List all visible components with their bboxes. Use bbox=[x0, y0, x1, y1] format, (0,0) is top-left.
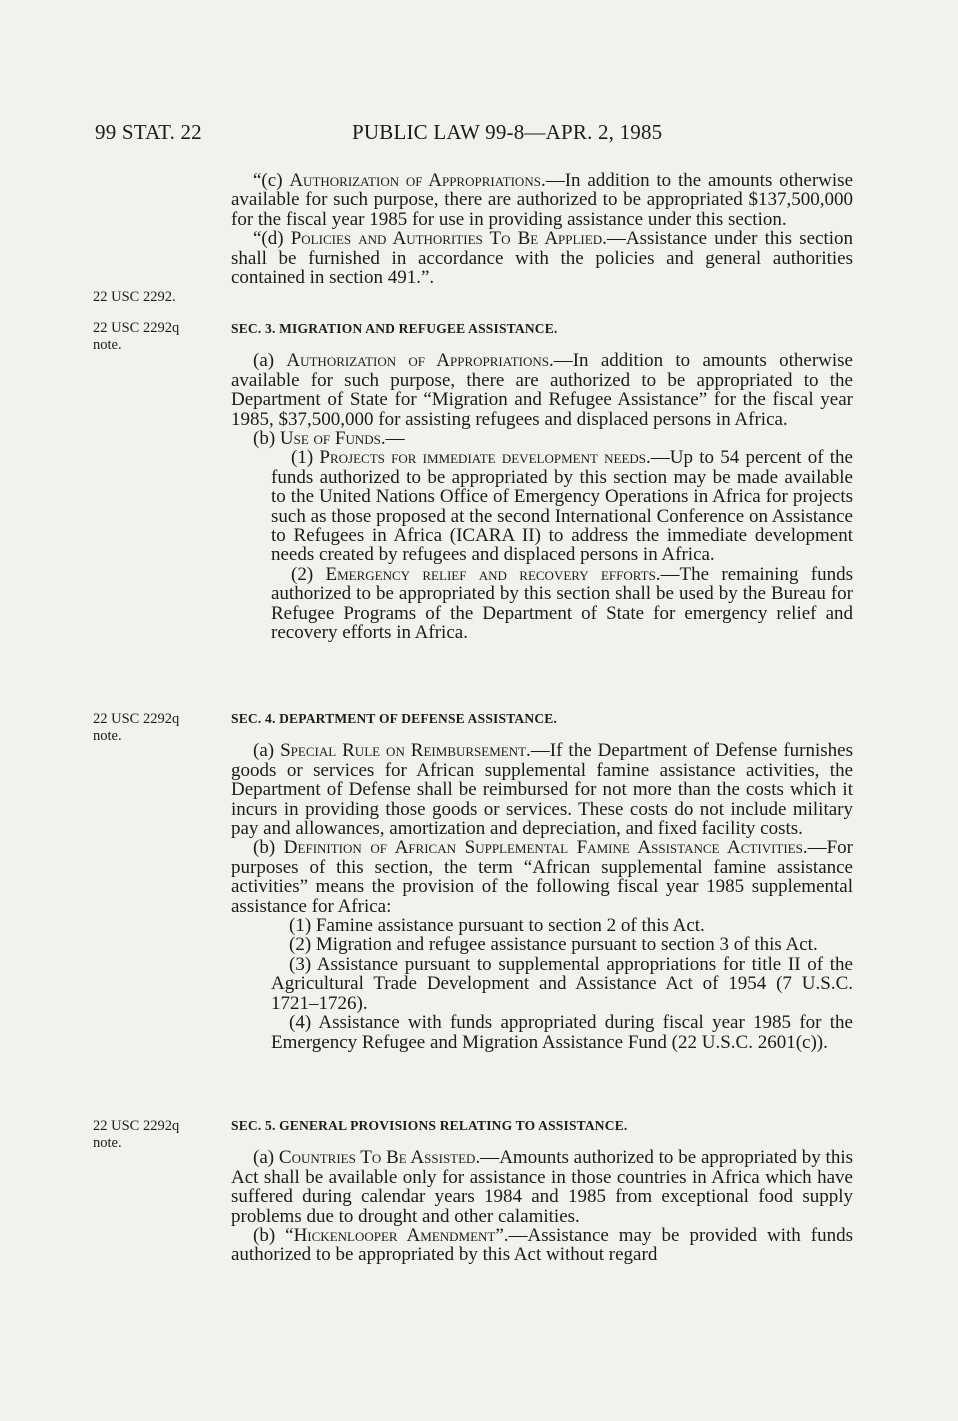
sec3-block bbox=[231, 319, 853, 643]
margin-note-label: note. bbox=[93, 1135, 122, 1151]
margin-note-label: note. bbox=[93, 337, 122, 353]
margin-note-usc: 22 USC 2292q bbox=[93, 1118, 180, 1134]
sec2-d-heading: Policies and Authorities To Be Applied. bbox=[290, 228, 607, 250]
sec4-paragraph-a: (a) Special Rule on Reimbursement.—If the Department of Defense furnishes goods or services for African supplemental famine assistance activities, the Department of Defense shall be reimbursed for not more than the costs which it incurs in providing those goods or services. These costs do not include military pay and allowances, amortization and depreciation, and fixed facility costs. bbox=[231, 740, 853, 840]
sec4-list-item: (3) Assistance pursuant to supplemental appropriations for title II of the Agricultural Trade Development and Assistance Act of 1954 (7 U.S.C. 1721–1726). bbox=[271, 953, 853, 1014]
sec3-paragraph-b2: (2) Emergency relief and recovery efforts.—The remaining funds authorized to be appropriated by this section shall be used by the Bureau for Refugee Programs of the Department of State for emergency relief and recovery efforts in Africa. bbox=[271, 563, 854, 644]
sec2-block bbox=[231, 171, 853, 287]
margin-note-3 bbox=[93, 711, 223, 745]
margin-note-usc: 22 USC 2292q bbox=[93, 320, 180, 336]
sec3-paragraph-b1: (1) Projects for immediate development needs.—Up to 54 percent of the funds authorized to be appropriated by this section may be made available to the United Nations Office of Emergency Operations in Africa for projects such as those proposed at the second International Conference on Assistance to Refugees in Africa (ICARA II) to address the immediate development needs created by refugees and displaced persons in Africa. bbox=[271, 447, 853, 566]
sec4-list-item: (4) Assistance with funds appropriated during fiscal year 1985 for the Emergency Refugee and Migration Assistance Fund (22 U.S.C. 2601(c)). bbox=[271, 1012, 853, 1053]
sec5-paragraph-b: (b) “Hickenlooper Amendment”.—Assistance may be provided with funds authorized to be appropriated by this Act without regard bbox=[231, 1225, 853, 1266]
sec4-heading: SEC. 4. DEPARTMENT OF DEFENSE ASSISTANCE. bbox=[231, 711, 558, 726]
sec5-block bbox=[231, 1116, 853, 1265]
sec3-paragraph-b: (b) Use of Funds.— bbox=[253, 428, 405, 450]
sec5-paragraph-a: (a) Countries To Be Assisted.—Amounts authorized to be appropriated by this Act shall be available only for assistance in those countries in Africa which have suffered during calendar years 1984 and 1985 from exceptional food supply problems due to drought and other calamities. bbox=[231, 1147, 853, 1227]
margin-note-2 bbox=[93, 320, 223, 354]
sec2-paragraph-d: “(d) Policies and Authorities To Be Applied.—Assistance under this section shall be furnished in accordance with the policies and general authorities contained in section 491.”. bbox=[231, 228, 854, 289]
margin-note-label: note. bbox=[93, 728, 122, 744]
page-reference: 99 STAT. 22 bbox=[95, 120, 202, 144]
margin-note-usc: 22 USC 2292. bbox=[93, 289, 176, 305]
sec4-list-item: (2) Migration and refugee assistance pursuant to section 3 of this Act. bbox=[289, 934, 818, 956]
sec3-heading: SEC. 3. MIGRATION AND REFUGEE ASSISTANCE. bbox=[231, 321, 558, 336]
margin-note-usc: 22 USC 2292q bbox=[93, 711, 180, 727]
law-title: PUBLIC LAW 99-8—APR. 2, 1985 bbox=[352, 120, 663, 144]
sec4-list-item: (1) Famine assistance pursuant to section 2 of this Act. bbox=[289, 915, 705, 937]
sec3-paragraph-a: (a) Authorization of Appropriations.—In addition to amounts otherwise available for such purpose, there are authorized to be appropriated to the Department of State for “Migration and Refugee Assistance” for the fiscal year 1985, $37,500,000 for assisting refugees and displaced persons in Africa. bbox=[231, 350, 853, 430]
sec4-block bbox=[231, 709, 853, 1052]
margin-note-1 bbox=[93, 289, 223, 306]
margin-note-4 bbox=[93, 1118, 223, 1152]
sec5-heading: SEC. 5. GENERAL PROVISIONS RELATING TO ASSISTANCE. bbox=[231, 1118, 628, 1133]
sec2-c-heading: Authorization of Appropriations. bbox=[289, 170, 546, 191]
sec2-paragraph-c: “(c) Authorization of Appropriations.—In addition to the amounts otherwise available for such purpose, there are authorized to be appropriated $137,500,000 for the fiscal year 1985 for use in providing assistance under this section. bbox=[231, 170, 854, 230]
sec4-paragraph-b: (b) Definition of African Supplemental Famine Assistance Activities.—For purposes of this section, the term “African supplemental famine assistance activities” means the provision of the following fiscal year 1985 supplemental assistance for Africa: bbox=[231, 837, 854, 917]
